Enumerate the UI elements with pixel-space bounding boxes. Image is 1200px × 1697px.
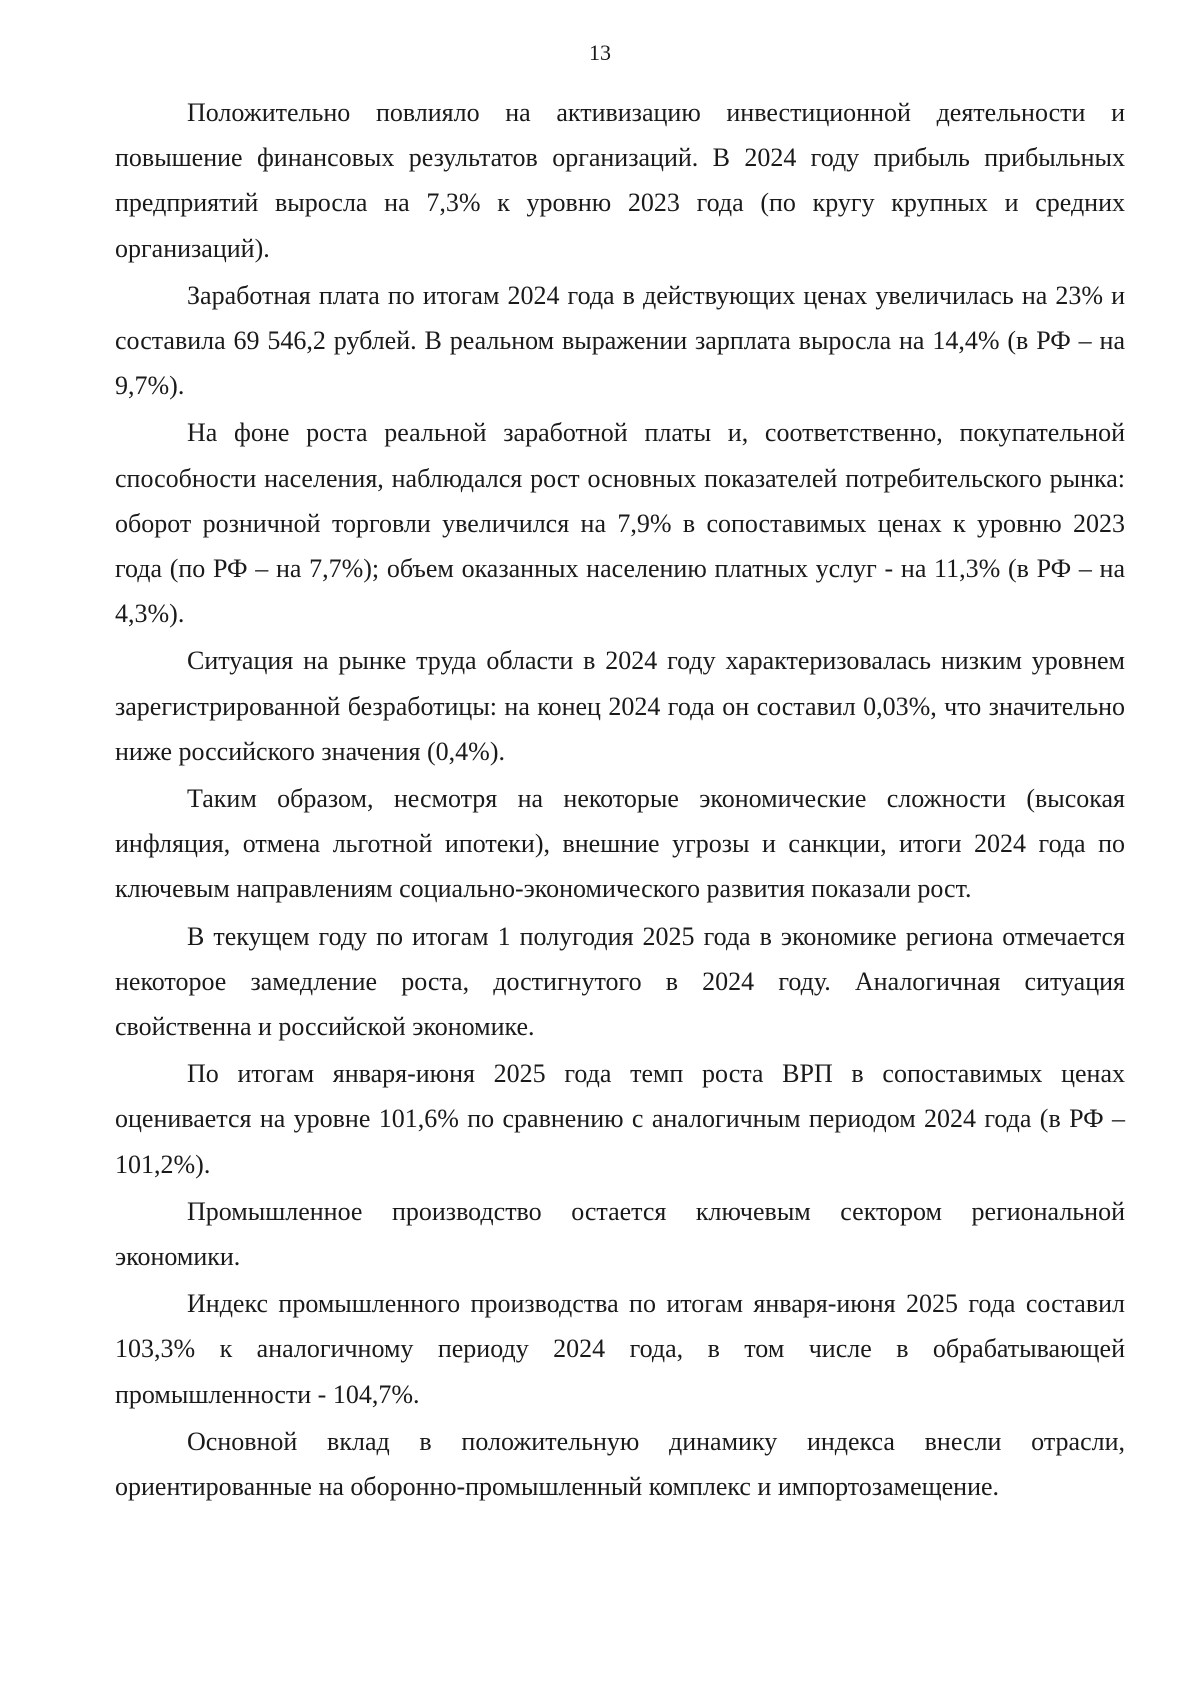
paragraph-slowdown-2025: В текущем году по итогам 1 полугодия 2025 года в экономике региона отмечается некоторое замедление роста, достигнутого в 2024 году. Аналогичная ситуация свойственна и российской экономике. xyxy=(115,921,1125,1042)
paragraph-industrial-index: Индекс промышленного производства по итогам января-июня 2025 года составил 103,3% к аналогичному периоду 2024 года, в том числе в обрабатывающей промышленности - 104,7%. xyxy=(115,1289,1125,1409)
document-body xyxy=(115,90,1125,1511)
page-number: 13 xyxy=(589,40,611,65)
paragraph-summary-2024: Таким образом, несмотря на некоторые экономические сложности (высокая инфляция, отмена льготной ипотеки), внешние угрозы и санкции, итоги 2024 года по ключевым направлениям социально-экономического развития показали рост. xyxy=(115,784,1125,904)
paragraph-industry: Промышленное производство остается ключевым сектором региональной экономики. xyxy=(115,1196,1125,1272)
paragraph-consumer-market: На фоне роста реальной заработной платы и, соответственно, покупательной способности населения, наблюдался рост основных показателей потребительского рынка: оборот розничной торговли увеличился на 7,9% в сопоставимых ценах к уровню 2023 года (по РФ – на 7,7%); объем оказанных населению платных услуг - на 11,3% (в РФ – на 4,3%). xyxy=(115,418,1125,629)
paragraph-wages: Заработная плата по итогам 2024 года в действующих ценах увеличилась на 23% и составила 69 546,2 рублей. В реальном выражении зарплата выросла на 14,4% (в РФ – на 9,7%). xyxy=(115,280,1125,401)
paragraph-contribution: Основной вклад в положительную динамику индекса внесли отрасли, ориентированные на оборонно-промышленный комплекс и импортозамещение. xyxy=(115,1426,1125,1502)
paragraph-grp: По итогам января-июня 2025 года темп роста ВРП в сопоставимых ценах оценивается на уровне 101,6% по сравнению с аналогичным периодом 2024 года (в РФ – 101,2%). xyxy=(115,1059,1125,1179)
paragraph-profit: Положительно повлияло на активизацию инвестиционной деятельности и повышение финансовых результатов организаций. В 2024 году прибыль прибыльных предприятий выросла на 7,3% к уровню 2023 года (по кругу крупных и средних организаций). xyxy=(115,98,1125,263)
paragraph-labor-market: Ситуация на рынке труда области в 2024 году характеризовалась низким уровнем зарегистрированной безработицы: на конец 2024 года он составил 0,03%, что значительно ниже российского значения (0,4%). xyxy=(115,646,1125,766)
